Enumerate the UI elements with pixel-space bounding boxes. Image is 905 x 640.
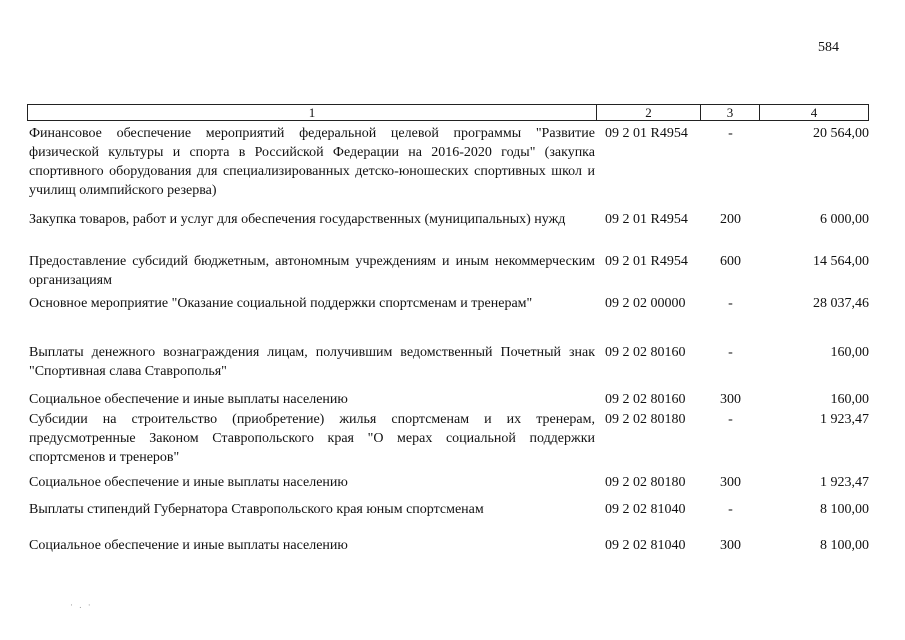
header-col-2: 2 (597, 105, 701, 120)
row-code: 09 2 02 80160 (605, 345, 686, 360)
row-code: 09 2 02 81040 (605, 502, 686, 517)
row-code: 09 2 02 80180 (605, 475, 686, 490)
row-name: Выплаты денежного вознаграждения лицам, получившим ведомственный Почетный знак "Спортивная слава Ставрополья" (29, 345, 595, 379)
row-type: - (728, 126, 733, 141)
row-name: Выплаты стипендий Губернатора Ставропольского края юным спортсменам (29, 502, 484, 517)
row-amount: 160,00 (830, 392, 869, 407)
row-type: 200 (720, 212, 741, 227)
row-type: 300 (720, 392, 741, 407)
row-amount: 1 923,47 (820, 412, 869, 427)
row-amount: 20 564,00 (813, 126, 869, 141)
row-code: 09 2 02 00000 (605, 296, 686, 311)
page-number: 584 (818, 40, 839, 55)
row-amount: 8 100,00 (820, 502, 869, 517)
row-amount: 14 564,00 (813, 254, 869, 269)
row-amount: 28 037,46 (813, 296, 869, 311)
header-col-4: 4 (810, 105, 818, 120)
row-type: - (728, 296, 733, 311)
row-name: Предоставление субсидий бюджетным, автономным учреждениям и иным некоммерческим организациям (29, 254, 595, 288)
row-code: 09 2 02 80160 (605, 392, 686, 407)
header-col-1: 1 (28, 105, 597, 120)
row-type: 300 (720, 475, 741, 490)
row-amount: 160,00 (830, 345, 869, 360)
header-col-3: 3 (701, 105, 760, 120)
row-type: - (728, 502, 733, 517)
row-code: 09 2 01 R4954 (605, 126, 688, 141)
scan-speck: · . · (70, 600, 93, 610)
row-name: Социальное обеспечение и иные выплаты населению (29, 392, 348, 407)
row-type: 300 (720, 538, 741, 553)
row-name: Субсидии на строительство (приобретение) жилья спортсменам и их тренерам, предусмотренные Законом Ставропольского края "О мерах социальной поддержки спортсменов и тренеров" (29, 412, 595, 465)
row-amount: 1 923,47 (820, 475, 869, 490)
row-type: 600 (720, 254, 741, 269)
row-code: 09 2 01 R4954 (605, 254, 688, 269)
row-amount: 8 100,00 (820, 538, 869, 553)
row-code: 09 2 02 80180 (605, 412, 686, 427)
row-name: Основное мероприятие "Оказание социальной поддержки спортсменам и тренерам" (29, 296, 533, 311)
row-name: Закупка товаров, работ и услуг для обеспечения государственных (муниципальных) нужд (29, 212, 566, 227)
row-name: Финансовое обеспечение мероприятий федеральной целевой программы "Развитие физической культуры и спорта в Российской Федерации на 2016-2020 годы" (закупка спортивного оборудования для специализированных детско-юношеских спортивных школ и училищ олимпийского резерва) (29, 126, 595, 198)
row-amount: 6 000,00 (820, 212, 869, 227)
row-code: 09 2 01 R4954 (605, 212, 688, 227)
row-type: - (728, 345, 733, 360)
row-name: Социальное обеспечение и иные выплаты населению (29, 538, 348, 553)
row-name: Социальное обеспечение и иные выплаты населению (29, 475, 348, 490)
row-code: 09 2 02 81040 (605, 538, 686, 553)
row-type: - (728, 412, 733, 427)
table-header (27, 104, 869, 121)
